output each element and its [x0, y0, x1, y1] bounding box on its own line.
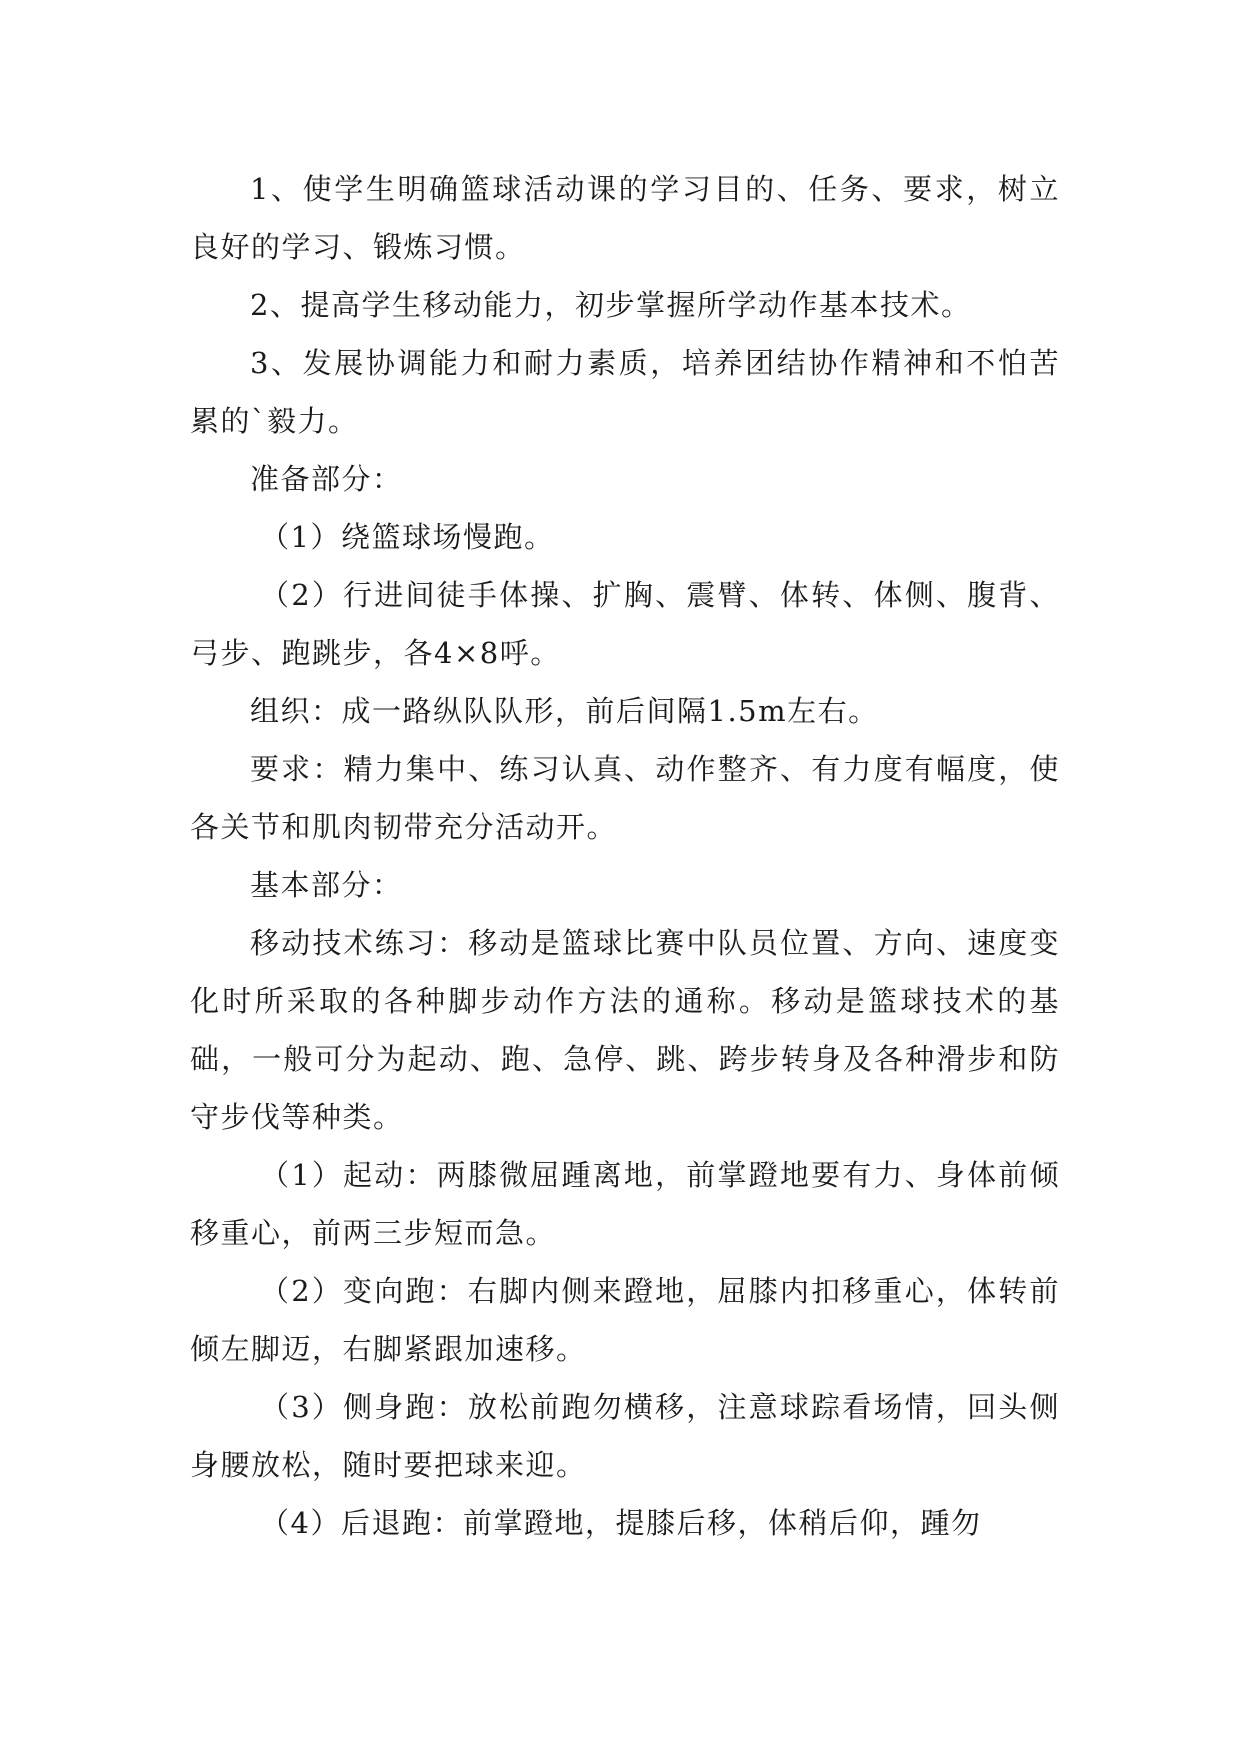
section-heading-basic: 基本部分： — [250, 868, 403, 902]
paragraph-objective-1: 1、使学生明确篮球活动课的学习目的、任务、要求，树立良好的学习、锻炼习惯。 — [190, 172, 1060, 264]
paragraph-movement-item-3: （3）侧身跑：放松前跑勿横移，注意球踪看场情，回头侧身腰放松，随时要把球来迎。 — [190, 1390, 1060, 1482]
paragraph-organization: 组织：成一路纵队队形，前后间隔1.5m左右。 — [250, 694, 879, 728]
paragraph-requirements: 要求：精力集中、练习认真、动作整齐、有力度有幅度，使各关节和肌肉韧带充分活动开。 — [190, 752, 1060, 844]
paragraph-prep-item-1: （1）绕篮球场慢跑。 — [260, 520, 555, 554]
paragraph-prep-item-2: （2）行进间徒手体操、扩胸、震臂、体转、体侧、腹背、弓步、跑跳步，各4×8呼。 — [190, 578, 1060, 670]
paragraph-movement-item-1: （1）起动：两膝微屈踵离地，前掌蹬地要有力、身体前倾移重心，前两三步短而急。 — [190, 1158, 1060, 1250]
document-body — [190, 160, 1060, 1552]
paragraph-movement-intro: 移动技术练习：移动是篮球比赛中队员位置、方向、速度变化时所采取的各种脚步动作方法的通称。移动是篮球技术的基础，一般可分为起动、跑、急停、跳、跨步转身及各种滑步和防守步伐等种类。 — [190, 926, 1060, 1134]
paragraph-objective-3: 3、发展协调能力和耐力素质，培养团结协作精神和不怕苦累的`毅力。 — [190, 346, 1060, 438]
paragraph-movement-item-4: （4）后退跑：前掌蹬地，提膝后移，体稍后仰，踵勿 — [260, 1506, 982, 1540]
paragraph-objective-2: 2、提高学生移动能力，初步掌握所学动作基本技术。 — [250, 288, 972, 322]
paragraph-movement-item-2: （2）变向跑：右脚内侧来蹬地，屈膝内扣移重心，体转前倾左脚迈，右脚紧跟加速移。 — [190, 1274, 1060, 1366]
section-heading-preparation: 准备部分： — [250, 462, 403, 496]
